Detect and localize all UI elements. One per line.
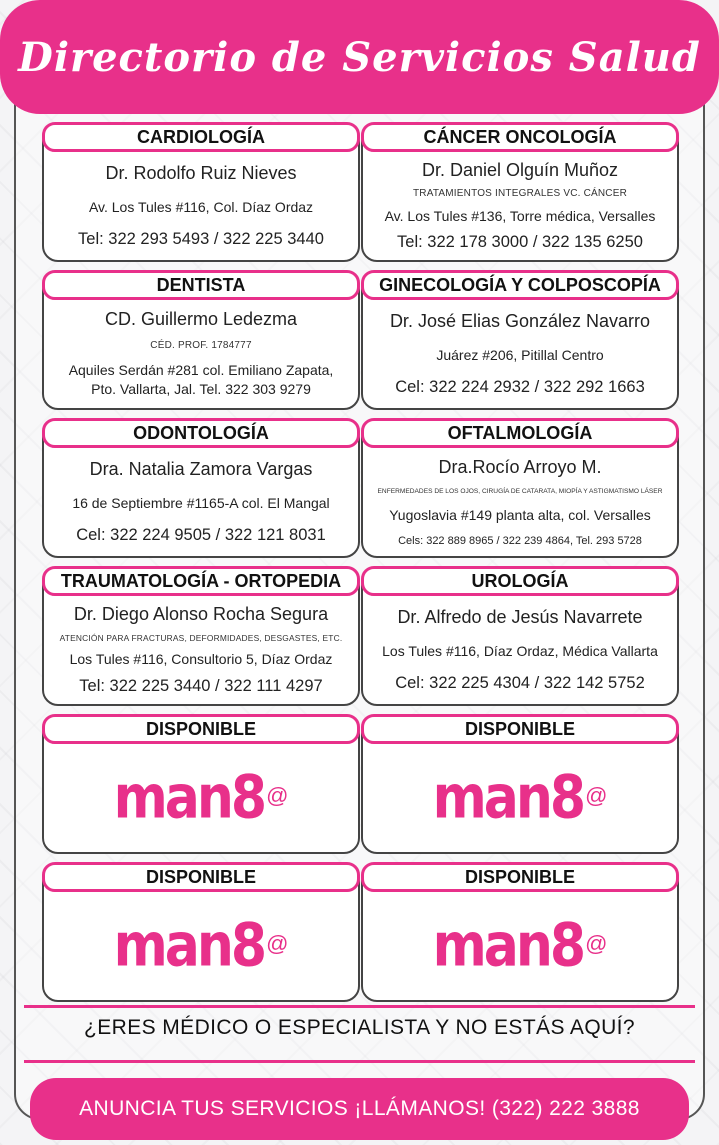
divider-top (24, 1005, 695, 1008)
card-disponible (361, 866, 679, 1002)
address-line-2: Pto. Vallarta, Jal. Tel. 322 303 9279 (91, 381, 311, 398)
address: Juárez #206, Pitillal Centro (436, 346, 604, 363)
card-title: GINECOLOGÍA Y COLPOSCOPÍA (361, 270, 679, 300)
address: 16 de Septiembre #1165-A col. El Mangal (72, 494, 330, 511)
logo-wordmark: man8 (432, 763, 584, 833)
card-title: DISPONIBLE (361, 862, 679, 892)
doctor-name: Dra. Natalia Zamora Vargas (89, 458, 313, 479)
page-title: Directorio de Servicios Salud (18, 33, 701, 81)
phone: Tel: 322 225 3440 / 322 111 4297 (79, 677, 323, 696)
doctor-name: Dr. Alfredo de Jesús Navarrete (397, 606, 643, 627)
card-title: DISPONIBLE (42, 862, 360, 892)
card-title: DISPONIBLE (361, 714, 679, 744)
specialty-note: ATENCIÓN PARA FRACTURAS, DEFORMIDADES, DESGASTES, ETC. (59, 632, 343, 643)
address: Av. Los Tules #136, Torre médica, Versalles (384, 207, 656, 224)
phone: Cels: 322 889 8965 / 322 239 4864, Tel. 293 5728 (398, 534, 642, 547)
address-line-1: Aquiles Serdán #281 col. Emiliano Zapata, (68, 362, 334, 379)
card-title: TRAUMATOLOGÍA - ORTOPEDIA (42, 566, 360, 596)
card-odontologia (42, 422, 360, 558)
doctor-name: CD. Guillermo Ledezma (104, 309, 298, 330)
card-title: UROLOGÍA (361, 566, 679, 596)
logo-wordmark: man8 (432, 911, 584, 981)
logo-wordmark: man8 (113, 911, 265, 981)
man8-logo (433, 748, 608, 848)
card-cardiologia (42, 126, 360, 262)
logo-wordmark: man8 (113, 763, 265, 833)
doctor-name: Dr. Daniel Olguín Muñoz (421, 159, 619, 180)
divider-bottom (24, 1060, 695, 1063)
at-swirl-icon: @ (585, 931, 608, 956)
address: Av. Los Tules #116, Col. Díaz Ordaz (88, 198, 314, 215)
doctor-name: Dr. Rodolfo Ruiz Nieves (105, 162, 297, 183)
card-disponible (42, 718, 360, 854)
phone: Cel: 322 225 4304 / 322 142 5752 (395, 674, 645, 693)
card-title: DENTISTA (42, 270, 360, 300)
at-swirl-icon: @ (266, 783, 289, 808)
phone: Cel: 322 224 9505 / 322 121 8031 (76, 526, 326, 545)
card-title: DISPONIBLE (42, 714, 360, 744)
specialty-note: ENFERMEDADES DE LOS OJOS, CIRUGÍA DE CATARATA, MIOPÍA Y ASTIGMATISMO LÁSER (377, 488, 663, 496)
question-text: ¿ERES MÉDICO O ESPECIALISTA Y NO ESTÁS AQUÍ? (84, 1016, 635, 1039)
card-traumatologia (42, 570, 360, 706)
doctor-name: Dra.Rocío Arroyo M. (438, 457, 602, 478)
card-title: CARDIOLOGÍA (42, 122, 360, 152)
card-oftalmologia (361, 422, 679, 558)
doctor-name: Dr. José Elias González Navarro (389, 310, 651, 331)
man8-logo (114, 748, 289, 848)
card-disponible (42, 866, 360, 1002)
card-dentista (42, 274, 360, 410)
phone: Tel: 322 293 5493 / 322 225 3440 (78, 230, 324, 249)
man8-logo (433, 896, 608, 996)
specialty-note: TRATAMIENTOS INTEGRALES VC. CÁNCER (412, 188, 628, 200)
at-swirl-icon: @ (266, 931, 289, 956)
license-number: CÉD. PROF. 1784777 (150, 340, 252, 352)
card-title: OFTALMOLOGÍA (361, 418, 679, 448)
cta-text: ANUNCIA TUS SERVICIOS ¡LLÁMANOS! (322) 222 3888 (79, 1097, 640, 1120)
at-swirl-icon: @ (585, 783, 608, 808)
call-to-action-banner (30, 1078, 689, 1140)
address: Los Tules #116, Consultorio 5, Díaz Ordaz (69, 651, 333, 668)
doctor-name: Dr. Diego Alonso Rocha Segura (73, 603, 329, 624)
card-cancer-oncologia (361, 126, 679, 262)
man8-logo (114, 896, 289, 996)
card-title: ODONTOLOGÍA (42, 418, 360, 448)
phone: Tel: 322 178 3000 / 322 135 6250 (397, 233, 643, 252)
address: Yugoslavia #149 planta alta, col. Versalles (389, 506, 651, 523)
header-banner (0, 0, 719, 114)
card-urologia (361, 570, 679, 706)
card-disponible (361, 718, 679, 854)
phone: Cel: 322 224 2932 / 322 292 1663 (395, 378, 645, 397)
card-title: CÁNCER ONCOLOGÍA (361, 122, 679, 152)
card-ginecologia (361, 274, 679, 410)
address: Los Tules #116, Díaz Ordaz, Médica Vallarta (382, 642, 658, 659)
